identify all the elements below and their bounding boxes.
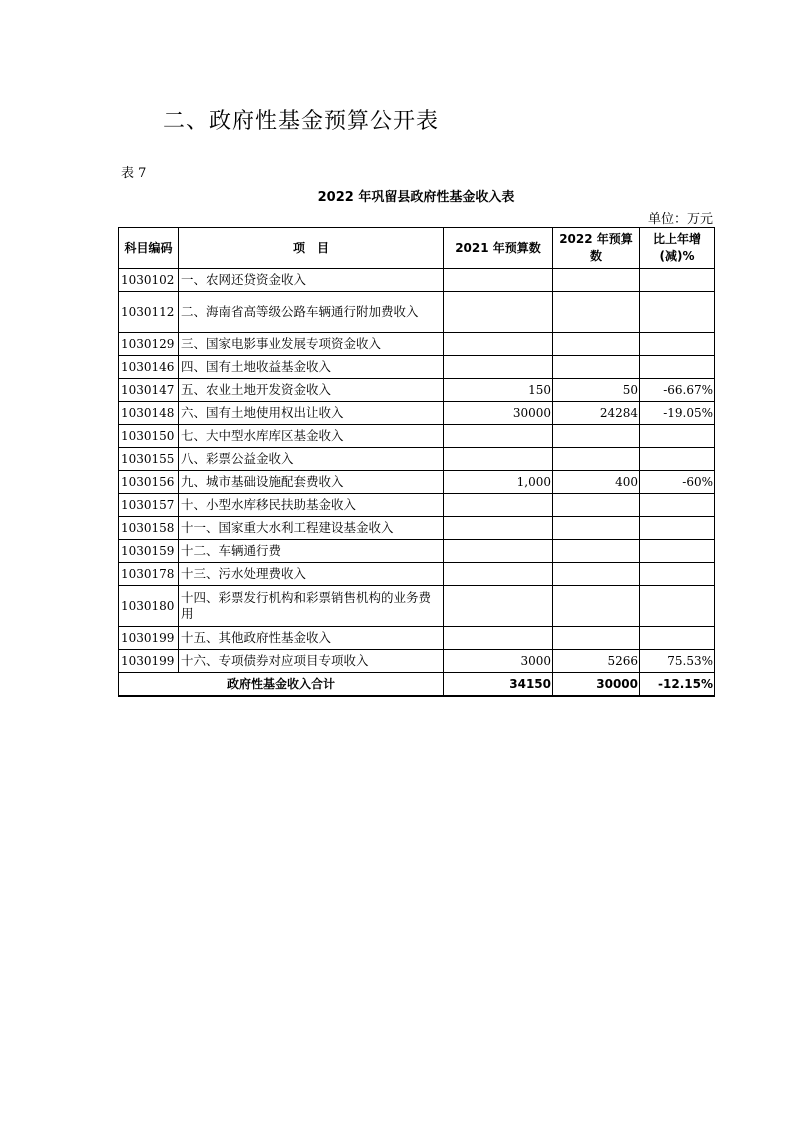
row-name: 十、小型水库移民扶助基金收入 bbox=[179, 494, 444, 517]
row-change: -66.67% bbox=[640, 379, 715, 402]
table-title: 2022 年巩留县政府性基金收入表 bbox=[317, 190, 515, 205]
row-change bbox=[640, 563, 715, 586]
row-name: 三、国家电影事业发展专项资金收入 bbox=[179, 333, 444, 356]
row-2021 bbox=[444, 425, 553, 448]
row-2021: 1,000 bbox=[444, 471, 553, 494]
table-row bbox=[119, 517, 715, 540]
row-2022 bbox=[553, 517, 640, 540]
row-code: 1030148 bbox=[119, 402, 179, 425]
row-name: 十三、污水处理费收入 bbox=[179, 563, 444, 586]
header-change: 比上年增(减)% bbox=[640, 228, 715, 269]
row-change bbox=[640, 333, 715, 356]
unit-label: 单位：万元 bbox=[647, 212, 713, 227]
row-change bbox=[640, 540, 715, 563]
row-change: 75.53% bbox=[640, 650, 715, 673]
table-row bbox=[119, 627, 715, 650]
row-name: 一、农网还贷资金收入 bbox=[179, 269, 444, 292]
row-2022 bbox=[553, 494, 640, 517]
row-code: 1030199 bbox=[119, 627, 179, 650]
row-change: -60% bbox=[640, 471, 715, 494]
table-row bbox=[119, 650, 715, 673]
row-code: 1030155 bbox=[119, 448, 179, 471]
table-row bbox=[119, 494, 715, 517]
header-2022: 2022 年预算数 bbox=[553, 228, 640, 269]
total-change: -12.15% bbox=[640, 673, 715, 697]
row-name: 八、彩票公益金收入 bbox=[179, 448, 444, 471]
row-code: 1030178 bbox=[119, 563, 179, 586]
table-row bbox=[119, 425, 715, 448]
table-row bbox=[119, 356, 715, 379]
row-code: 1030180 bbox=[119, 586, 179, 627]
table-row bbox=[119, 586, 715, 627]
row-2022 bbox=[553, 425, 640, 448]
row-2022 bbox=[553, 333, 640, 356]
row-2022 bbox=[553, 627, 640, 650]
row-2021 bbox=[444, 494, 553, 517]
total-2022: 30000 bbox=[553, 673, 640, 697]
row-2022 bbox=[553, 540, 640, 563]
row-code: 1030102 bbox=[119, 269, 179, 292]
row-2022: 400 bbox=[553, 471, 640, 494]
row-2021 bbox=[444, 333, 553, 356]
row-2022 bbox=[553, 269, 640, 292]
row-change bbox=[640, 356, 715, 379]
row-2021 bbox=[444, 448, 553, 471]
row-code: 1030158 bbox=[119, 517, 179, 540]
row-2022 bbox=[553, 563, 640, 586]
row-change bbox=[640, 448, 715, 471]
row-2021 bbox=[444, 517, 553, 540]
row-2021 bbox=[444, 627, 553, 650]
table-row bbox=[119, 292, 715, 333]
row-name: 十二、车辆通行费 bbox=[179, 540, 444, 563]
header-item: 项 目 bbox=[179, 228, 444, 269]
row-change bbox=[640, 292, 715, 333]
row-2021 bbox=[444, 540, 553, 563]
row-code: 1030157 bbox=[119, 494, 179, 517]
row-code: 1030146 bbox=[119, 356, 179, 379]
row-2021: 3000 bbox=[444, 650, 553, 673]
row-change bbox=[640, 494, 715, 517]
row-name: 七、大中型水库库区基金收入 bbox=[179, 425, 444, 448]
row-name: 十六、专项债券对应项目专项收入 bbox=[179, 650, 444, 673]
row-code: 1030150 bbox=[119, 425, 179, 448]
row-2021: 150 bbox=[444, 379, 553, 402]
row-2022: 24284 bbox=[553, 402, 640, 425]
row-2021 bbox=[444, 563, 553, 586]
row-2021: 30000 bbox=[444, 402, 553, 425]
page-heading: 二、政府性基金预算公开表 bbox=[163, 109, 440, 134]
table-row bbox=[119, 448, 715, 471]
row-name: 六、国有土地使用权出让收入 bbox=[179, 402, 444, 425]
row-change: -19.05% bbox=[640, 402, 715, 425]
row-2021 bbox=[444, 356, 553, 379]
row-change bbox=[640, 269, 715, 292]
row-change bbox=[640, 586, 715, 627]
row-2022 bbox=[553, 292, 640, 333]
row-change bbox=[640, 517, 715, 540]
table-row bbox=[119, 379, 715, 402]
table-row bbox=[119, 333, 715, 356]
header-2021: 2021 年预算数 bbox=[444, 228, 553, 269]
table-row bbox=[119, 540, 715, 563]
total-label: 政府性基金收入合计 bbox=[119, 673, 444, 697]
row-2022: 5266 bbox=[553, 650, 640, 673]
table-row bbox=[119, 269, 715, 292]
total-2021: 34150 bbox=[444, 673, 553, 697]
header-code: 科目编码 bbox=[119, 228, 179, 269]
row-name: 五、农业土地开发资金收入 bbox=[179, 379, 444, 402]
row-2021 bbox=[444, 292, 553, 333]
fund-income-table bbox=[118, 227, 715, 697]
row-2021 bbox=[444, 586, 553, 627]
row-name: 十五、其他政府性基金收入 bbox=[179, 627, 444, 650]
row-2021 bbox=[444, 269, 553, 292]
row-2022 bbox=[553, 356, 640, 379]
row-code: 1030147 bbox=[119, 379, 179, 402]
row-2022 bbox=[553, 448, 640, 471]
row-2022 bbox=[553, 586, 640, 627]
row-code: 1030159 bbox=[119, 540, 179, 563]
table-number: 表 7 bbox=[121, 166, 147, 181]
row-code: 1030199 bbox=[119, 650, 179, 673]
total-row bbox=[119, 673, 715, 697]
row-code: 1030129 bbox=[119, 333, 179, 356]
row-code: 1030156 bbox=[119, 471, 179, 494]
row-2022: 50 bbox=[553, 379, 640, 402]
row-name: 十四、彩票发行机构和彩票销售机构的业务费用 bbox=[179, 586, 444, 627]
row-name: 二、海南省高等级公路车辆通行附加费收入 bbox=[179, 292, 444, 333]
header-row bbox=[119, 228, 715, 269]
table-row bbox=[119, 563, 715, 586]
row-change bbox=[640, 627, 715, 650]
row-name: 九、城市基础设施配套费收入 bbox=[179, 471, 444, 494]
table-row bbox=[119, 471, 715, 494]
row-name: 十一、国家重大水利工程建设基金收入 bbox=[179, 517, 444, 540]
row-code: 1030112 bbox=[119, 292, 179, 333]
row-name: 四、国有土地收益基金收入 bbox=[179, 356, 444, 379]
row-change bbox=[640, 425, 715, 448]
table-row bbox=[119, 402, 715, 425]
